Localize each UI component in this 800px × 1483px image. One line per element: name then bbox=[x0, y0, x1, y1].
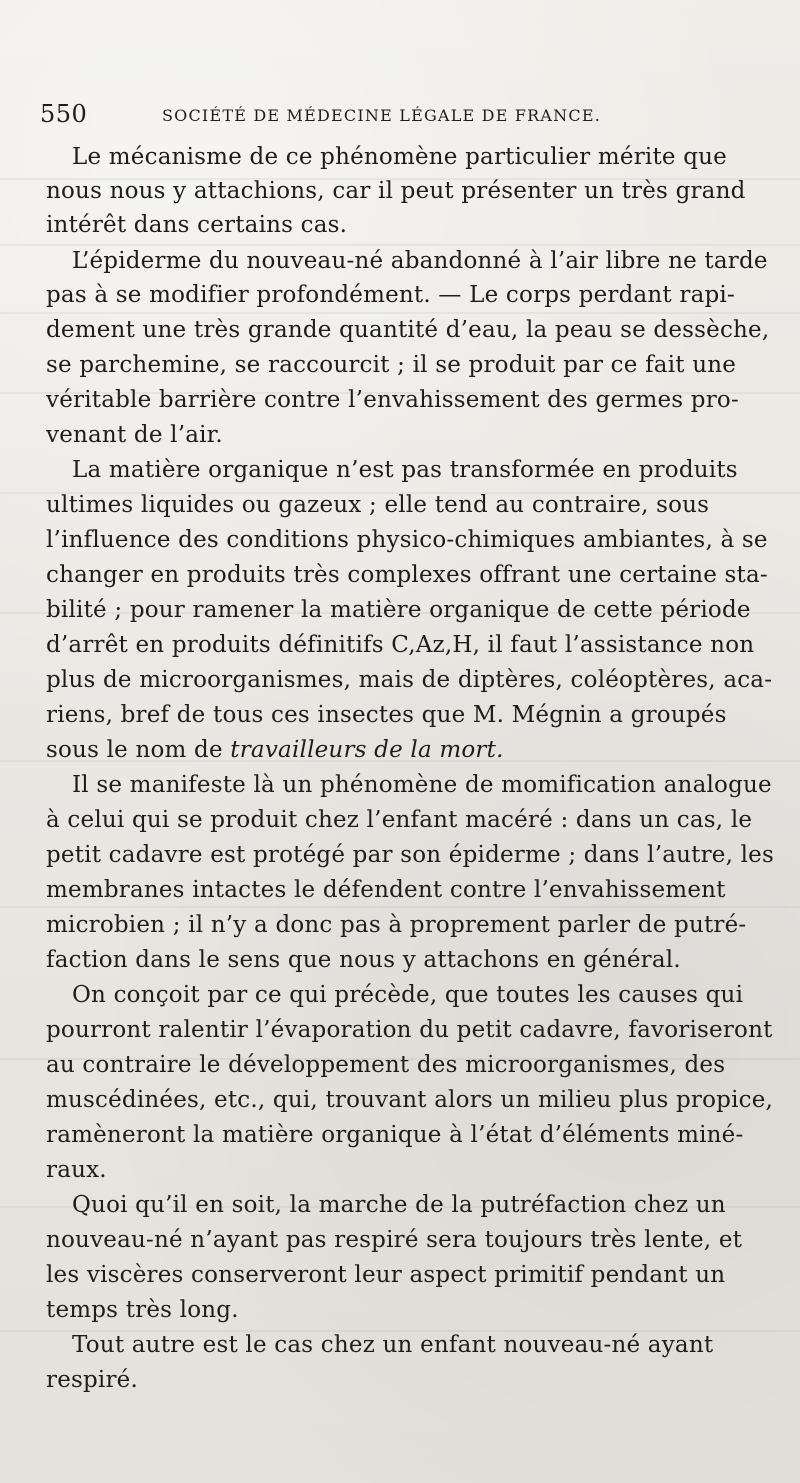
body-line: riens, bref de tous ces insectes que M. Mégnin a groupés bbox=[46, 702, 727, 728]
body-line: d’arrêt en produits définitifs C,Az,H, il faut l’assistance non bbox=[46, 632, 755, 658]
body-line: Quoi qu’il en soit, la marche de la putréfaction chez un bbox=[72, 1192, 726, 1218]
body-line: raux. bbox=[46, 1157, 107, 1183]
body-line: La matière organique n’est pas transformée en produits bbox=[72, 457, 738, 483]
body-line: dement une très grande quantité d’eau, la peau se dessèche, bbox=[46, 317, 770, 343]
body-line: petit cadavre est protégé par son épiderme ; dans l’autre, les bbox=[46, 842, 774, 868]
body-line: intérêt dans certains cas. bbox=[46, 212, 348, 238]
body-line: nouveau-né n’ayant pas respiré sera toujours très lente, et bbox=[46, 1227, 743, 1253]
body-line: ultimes liquides ou gazeux ; elle tend au contraire, sous bbox=[46, 492, 710, 518]
body-line: venant de l’air. bbox=[46, 422, 223, 448]
body-line: changer en produits très complexes offrant une certaine sta- bbox=[46, 562, 768, 588]
body-line: membranes intactes le défendent contre l’envahissement bbox=[46, 877, 726, 903]
body-line-text: sous le nom de bbox=[46, 737, 231, 763]
body-line: bilité ; pour ramener la matière organique de cette période bbox=[46, 597, 751, 623]
body-line: Le mécanisme de ce phénomène particulier mérite que bbox=[72, 144, 727, 170]
body-line: microbien ; il n’y a donc pas à proprement parler de putré- bbox=[46, 912, 747, 938]
body-line: Tout autre est le cas chez un enfant nouveau-né ayant bbox=[72, 1332, 714, 1358]
body-line: l’influence des conditions physico-chimiques ambiantes, à se bbox=[46, 527, 768, 553]
body-line: Il se manifeste là un phénomène de momification analogue bbox=[72, 772, 772, 798]
italic-phrase: travailleurs de la mort. bbox=[230, 737, 504, 763]
body-line: plus de microorganismes, mais de diptères, coléoptères, aca- bbox=[46, 667, 773, 693]
body-line bbox=[46, 739, 504, 762]
running-head: SOCIÉTÉ DE MÉDECINE LÉGALE DE FRANCE. bbox=[162, 106, 601, 125]
body-line: ramèneront la matière organique à l’état d’éléments miné- bbox=[46, 1122, 744, 1148]
page-header bbox=[40, 100, 760, 134]
body-line: muscédinées, etc., qui, trouvant alors un milieu plus propice, bbox=[46, 1087, 774, 1113]
body-line: au contraire le développement des microorganismes, des bbox=[46, 1052, 726, 1078]
body-line: pourront ralentir l’évaporation du petit cadavre, favoriseront bbox=[46, 1017, 773, 1043]
body-line: pas à se modifier profondément. — Le corps perdant rapi- bbox=[46, 282, 735, 308]
body-line: véritable barrière contre l’envahissement des germes pro- bbox=[46, 387, 739, 413]
body-line: se parchemine, se raccourcit ; il se produit par ce fait une bbox=[46, 352, 737, 378]
body-line: faction dans le sens que nous y attachons en général. bbox=[46, 947, 681, 973]
body-line: les viscères conserveront leur aspect primitif pendant un bbox=[46, 1262, 726, 1288]
body-line: temps très long. bbox=[46, 1297, 239, 1323]
body-line: L’épiderme du nouveau-né abandonné à l’air libre ne tarde bbox=[72, 248, 768, 274]
body-line: On conçoit par ce qui précède, que toutes les causes qui bbox=[72, 982, 744, 1008]
body-line: respiré. bbox=[46, 1367, 139, 1393]
page-number: 550 bbox=[40, 100, 88, 128]
body-line: nous nous y attachions, car il peut présenter un très grand bbox=[46, 178, 746, 204]
body-line: à celui qui se produit chez l’enfant macéré : dans un cas, le bbox=[46, 807, 753, 833]
